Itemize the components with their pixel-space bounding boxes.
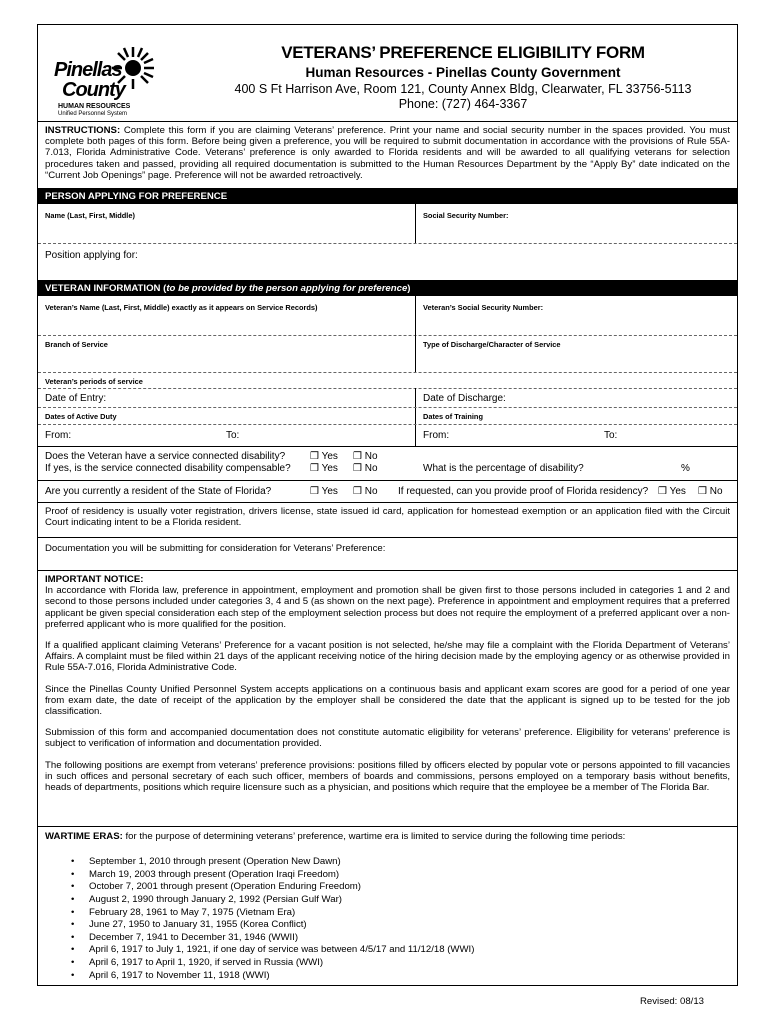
q2-no-checkbox[interactable]: ❒ No (353, 463, 378, 474)
date-entry-label: Date of Entry: (45, 393, 107, 404)
wartime-eras (38, 826, 737, 986)
date-discharge-label: Date of Discharge: (423, 393, 506, 404)
phone: Phone: (727) 464-3367 (398, 97, 528, 111)
form-page (37, 24, 738, 986)
q1-no-checkbox[interactable]: ❒ No (353, 451, 378, 462)
q2-yes-checkbox[interactable]: ❒ Yes (310, 463, 338, 474)
logo-text-county: County (62, 79, 125, 101)
notice-p2: If a qualified applicant claiming Veterans’ Preference for a vacant position is not selected, he/she may file a complaint with the Florida Department of Veterans’ Affairs. A complaint must be filed within 21 days of the applicant receiving notice of the hiring decision made by the employing agency or as otherwise provided in Rule 55A-7.016, Florida Administrative Code. (45, 640, 730, 674)
important-notice (38, 570, 737, 822)
q-percentage: What is the percentage of disability? (423, 463, 584, 474)
q-proof: If requested, can you provide proof of Florida residency? (398, 486, 649, 497)
list-item: • December 7, 1941 to December 31, 1946 (WWII) (45, 932, 730, 945)
notice-p5: The following positions are exempt from veterans’ preference provisions: positions filled by officers elected by popular vote or persons appointed to fill vacancies in such offices and personal secretary of each such officer, members of boards and commissions, persons employed on a temporary basis without benefits, heads of departments, positions which require licensure such as a physician, and positions which require that the employee be a member of The Florida Bar. (45, 759, 730, 794)
notice-p3: Since the Pinellas County Unified Personnel System accepts applications on a continuous basis and applicant exam scores are good for a period of one year from exam date, the date of receipt of the application by the employer shall be considered the date that the applicant is signed up to be tested for the job classification. (45, 683, 730, 718)
documentation-field: Documentation you will be submitting for consideration for Veterans’ Preference: (38, 537, 737, 570)
list-item: • April 6, 1917 to April 1, 1920, if served in Russia (WWI) (45, 957, 730, 970)
q-compensable: If yes, is the service connected disability compensable? (45, 463, 291, 474)
instructions-label: INSTRUCTIONS: (45, 125, 121, 136)
logo-text-hr: HUMAN RESOURCES (58, 103, 131, 110)
active-duty-label: Dates of Active Duty (45, 412, 117, 421)
list-item: • August 2, 1990 through January 2, 1992 (Persian Gulf War) (45, 894, 730, 907)
training-from-label: From: (423, 430, 450, 441)
training-label: Dates of Training (423, 412, 483, 421)
training-to-label: To: (604, 430, 618, 441)
discharge-type-label: Type of Discharge/Character of Service (423, 340, 561, 349)
revised-date: Revised: 08/13 (640, 996, 704, 1007)
list-item: • April 6, 1917 to November 11, 1918 (WWI) (45, 970, 730, 983)
notice-label: IMPORTANT NOTICE: (45, 574, 144, 585)
q4-no-checkbox[interactable]: ❒ No (353, 486, 378, 497)
pinellas-county-logo (52, 45, 162, 123)
list-item: • June 27, 1950 to January 31, 1955 (Korea Conflict) (45, 919, 730, 932)
list-item: • September 1, 2010 through present (Operation New Dawn) (45, 856, 730, 869)
form-title: VETERANS’ PREFERENCE ELIGIBILITY FORM (281, 43, 645, 62)
disability-questions (38, 446, 737, 480)
percent-sign: % (681, 463, 690, 474)
active-from-label: From: (45, 430, 72, 441)
q5-no-checkbox[interactable]: ❒ No (698, 486, 723, 497)
form-subtitle: Human Resources - Pinellas County Government (305, 65, 621, 80)
applicant-name-label: Name (Last, First, Middle) (45, 211, 135, 220)
residency-question (38, 480, 737, 502)
list-item: • October 7, 2001 through present (Operation Enduring Freedom) (45, 881, 730, 894)
applicant-ssn-label: Social Security Number: (423, 211, 509, 220)
list-item: • April 6, 1917 to July 1, 1921, if one day of service was between 4/5/17 and 11/12/18 (WWI) (45, 944, 730, 957)
position-applying-label: Position applying for: (45, 250, 138, 261)
logo-text-pinellas: Pinellas (54, 59, 122, 81)
branch-label: Branch of Service (45, 340, 108, 349)
notice-p4: Submission of this form and accompanied documentation does not constitute automatic eligibility for veterans’ preference. Eligibility for veterans’ preference is subject to verification of information and documentation provided. (45, 727, 730, 750)
veteran-ssn-label: Veteran’s Social Security Number: (423, 303, 544, 312)
section-bar-veteran: VETERAN INFORMATION (to be provided by the person applying for preference) (38, 280, 737, 296)
q4-yes-checkbox[interactable]: ❒ Yes (310, 486, 338, 497)
wartime-era-list (45, 856, 730, 982)
periods-label: Veteran’s periods of service (45, 377, 143, 386)
instructions (38, 121, 737, 179)
instructions-text: Complete this form if you are claiming Veterans’ preference. Print your name and social security number in the spaces provided. You must complete both pages of this form. Before being given a preference, you will be required to submit documentation in accordance with the provisions of Rule 55A-7.013, Florida Administrative Code. Veterans’ preference is only awarded to Florida residents and will be awarded to all qualifying veterans for selection procedures taken and passed, providing all required documentation is submitted to the Human Resources Department by the “Apply By” date indicated on the “Current Job Openings” page. Preference will not be awarded retroactively. (45, 125, 731, 181)
wartime-text: for the purpose of determining veterans’ preference, wartime era is limited to service during the following time periods: (125, 831, 626, 842)
list-item: • March 19, 2003 through present (Operation Iraqi Freedom) (45, 869, 730, 882)
notice-p1: In accordance with Florida law, preference in appointment, employment and promotion shall be given first to those persons included in categories 1 and 2 and second to those persons included under categories 3, 4 and 5 (as shown on the next page). Preference in appointment and employment requires that a preferred applicant be given special consideration each step of the employment selection process but does not require the employment of a preferred applicant over a non-preferred applicant who is more qualified for the position. (45, 585, 730, 630)
list-item: • February 28, 1961 to May 7, 1975 (Vietnam Era) (45, 907, 730, 920)
logo-text-ups: Unified Personnel System (58, 111, 128, 117)
q5-yes-checkbox[interactable]: ❒ Yes (658, 486, 686, 497)
veteran-name-label: Veteran’s Name (Last, First, Middle) exactly as it appears on Service Records) (45, 303, 318, 312)
active-to-label: To: (226, 430, 240, 441)
q-resident: Are you currently a resident of the State of Florida? (45, 486, 272, 497)
proof-of-residency: Proof of residency is usually voter registration, drivers license, state issued id card, application for homestead exemption or an application filed with the Circuit Court indicating intent to be a Florida resident. (38, 502, 737, 532)
q1-yes-checkbox[interactable]: ❒ Yes (310, 451, 338, 462)
section-bar-applicant: PERSON APPLYING FOR PREFERENCE (38, 188, 737, 204)
address: 400 S Ft Harrison Ave, Room 121, County Annex Bldg, Clearwater, FL 33756-5113 (234, 82, 692, 96)
q-disability: Does the Veteran have a service connected disability? (45, 451, 286, 462)
wartime-label: WARTIME ERAS: (45, 831, 123, 842)
